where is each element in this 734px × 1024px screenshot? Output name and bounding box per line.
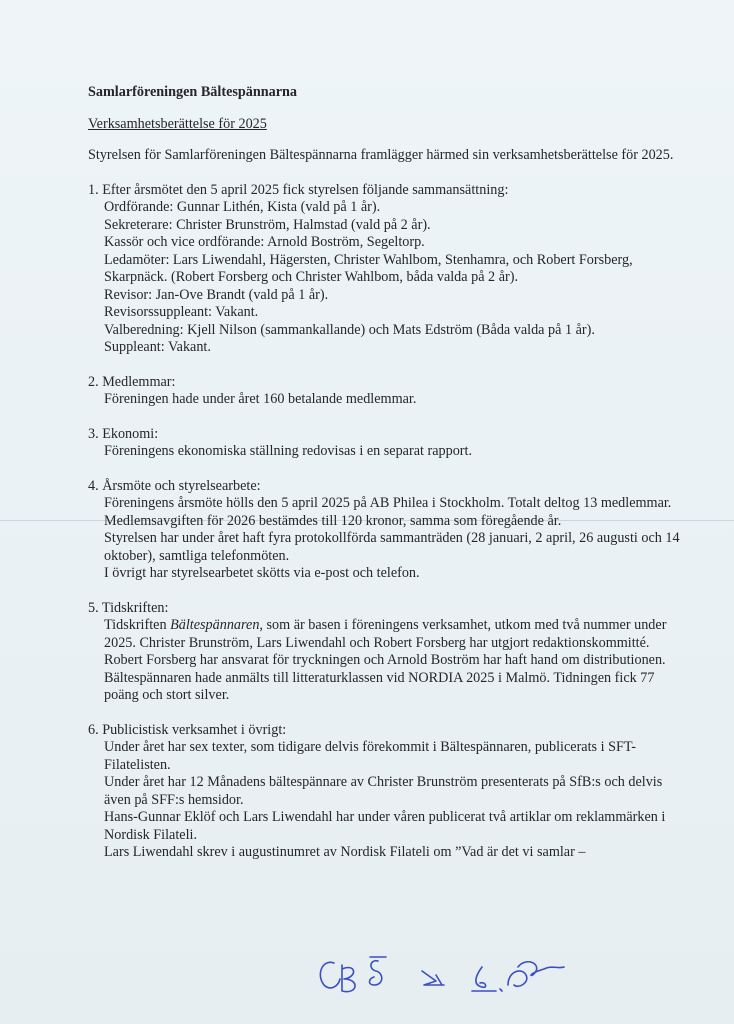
section-line: Bältespännaren hade anmälts till litteraturklassen vid NORDIA 2025 i Malmö. Tidningen fick 77 poäng och stort silver. (104, 669, 655, 703)
section-4 (88, 478, 688, 583)
tidskrift-italic-title: Bältespännaren (170, 617, 260, 633)
section-heading: 4. Årsmöte och styrelsearbete: (88, 477, 261, 494)
section-line: Suppleant: Vakant. (104, 339, 211, 355)
signature-3 (422, 971, 444, 985)
section-line: Hans-Gunnar Eklöf och Lars Liwendahl har under våren publicerat två artiklar om reklammärken i Nordisk Filateli. (104, 809, 666, 843)
document-body (88, 84, 688, 862)
section-line: Ordförande: Gunnar Lithén, Kista (vald på 1 år). (104, 199, 381, 215)
section-line: Revisor: Jan-Ove Brandt (vald på 1 år). (104, 286, 329, 303)
section-heading: 2. Medlemmar: (88, 373, 176, 390)
intro-paragraph: Styrelsen för Samlarföreningen Bältespännarna framlägger härmed sin verksamhetsberättelse för 2025. (88, 147, 674, 163)
section-line: Kassör och vice ordförande: Arnold Boström, Segeltorp. (104, 234, 425, 250)
section-line: Under året har 12 Månadens bältespännare av Christer Brunström presenterats på SfB:s och delvis även på SFF:s hemsidor. (104, 774, 663, 808)
section-line: Revisorssuppleant: Vakant. (104, 304, 259, 320)
section-1 (88, 182, 688, 357)
section-line: Valberedning: Kjell Nilson (sammankallande) och Mats Edström (Båda valda på 1 år). (104, 321, 595, 338)
section-line: Medlemsavgiften för 2026 bestämdes till 120 kronor, samma som föregående år. (104, 512, 562, 529)
section-line: Sekreterare: Christer Brunström, Halmstad (vald på 2 år). (104, 216, 431, 233)
section-2 (88, 374, 688, 409)
section-line: Ledamöter: Lars Liwendahl, Hägersten, Christer Wahlbom, Stenhamra, och Robert Forsberg, Skarpnäck. (Robert Forsberg och Christer Wahlbom, båda valda på 2 år). (104, 251, 633, 285)
handwritten-signatures (312, 945, 582, 1005)
section-line: Lars Liwendahl skrev i augustinumret av Nordisk Filateli om ”Vad är det vi samlar – (104, 844, 586, 860)
section-line: I övrigt har styrelsearbetet skötts via e-post och telefon. (104, 565, 420, 581)
report-title: Verksamhetsberättelse för 2025 (88, 115, 267, 132)
signature-4 (472, 962, 564, 991)
tidskrift-rest: , som är basen i föreningens verksamhet, utkom med två nummer under 2025. Christer Brunström, Lars Liwendahl och Robert Forsberg har utgjort redaktionskommitté. Robert Forsberg har ansvarat för tryckningen och Arnold Boström har haft hand om distributionen. (104, 617, 667, 668)
section-heading: 6. Publicistisk verksamhet i övrigt: (88, 721, 287, 738)
tidskrift-prefix: Tidskriften (104, 617, 171, 633)
section-heading: 5. Tidskriften: (88, 599, 169, 616)
org-title: Samlarföreningen Bältespännarna (88, 84, 298, 100)
section-heading: 3. Ekonomi: (88, 425, 159, 442)
signature-2 (370, 957, 387, 985)
section-6 (88, 722, 688, 862)
signature-1 (320, 962, 355, 991)
section-line: Föreningen hade under året 160 betalande medlemmar. (104, 391, 417, 407)
section-3 (88, 426, 688, 461)
section-line: Föreningens ekonomiska ställning redovisas i en separat rapport. (104, 443, 473, 459)
section-line: Styrelsen har under året haft fyra protokollförda sammanträden (28 januari, 2 april, 26 augusti och 14 oktober), samtliga telefonmöten. (104, 530, 680, 564)
section-line-tidskrift (88, 617, 688, 670)
section-heading: 1. Efter årsmötet den 5 april 2025 fick styrelsen följande sammansättning: (88, 181, 509, 198)
section-line: Under året har sex texter, som tidigare delvis förekommit i Bältespännaren, publicerats i SFT-Filatelisten. (104, 739, 636, 773)
section-line: Föreningens årsmöte hölls den 5 april 2025 på AB Philea i Stockholm. Totalt deltog 13 medlemmar. (104, 495, 672, 511)
section-5 (88, 600, 688, 705)
